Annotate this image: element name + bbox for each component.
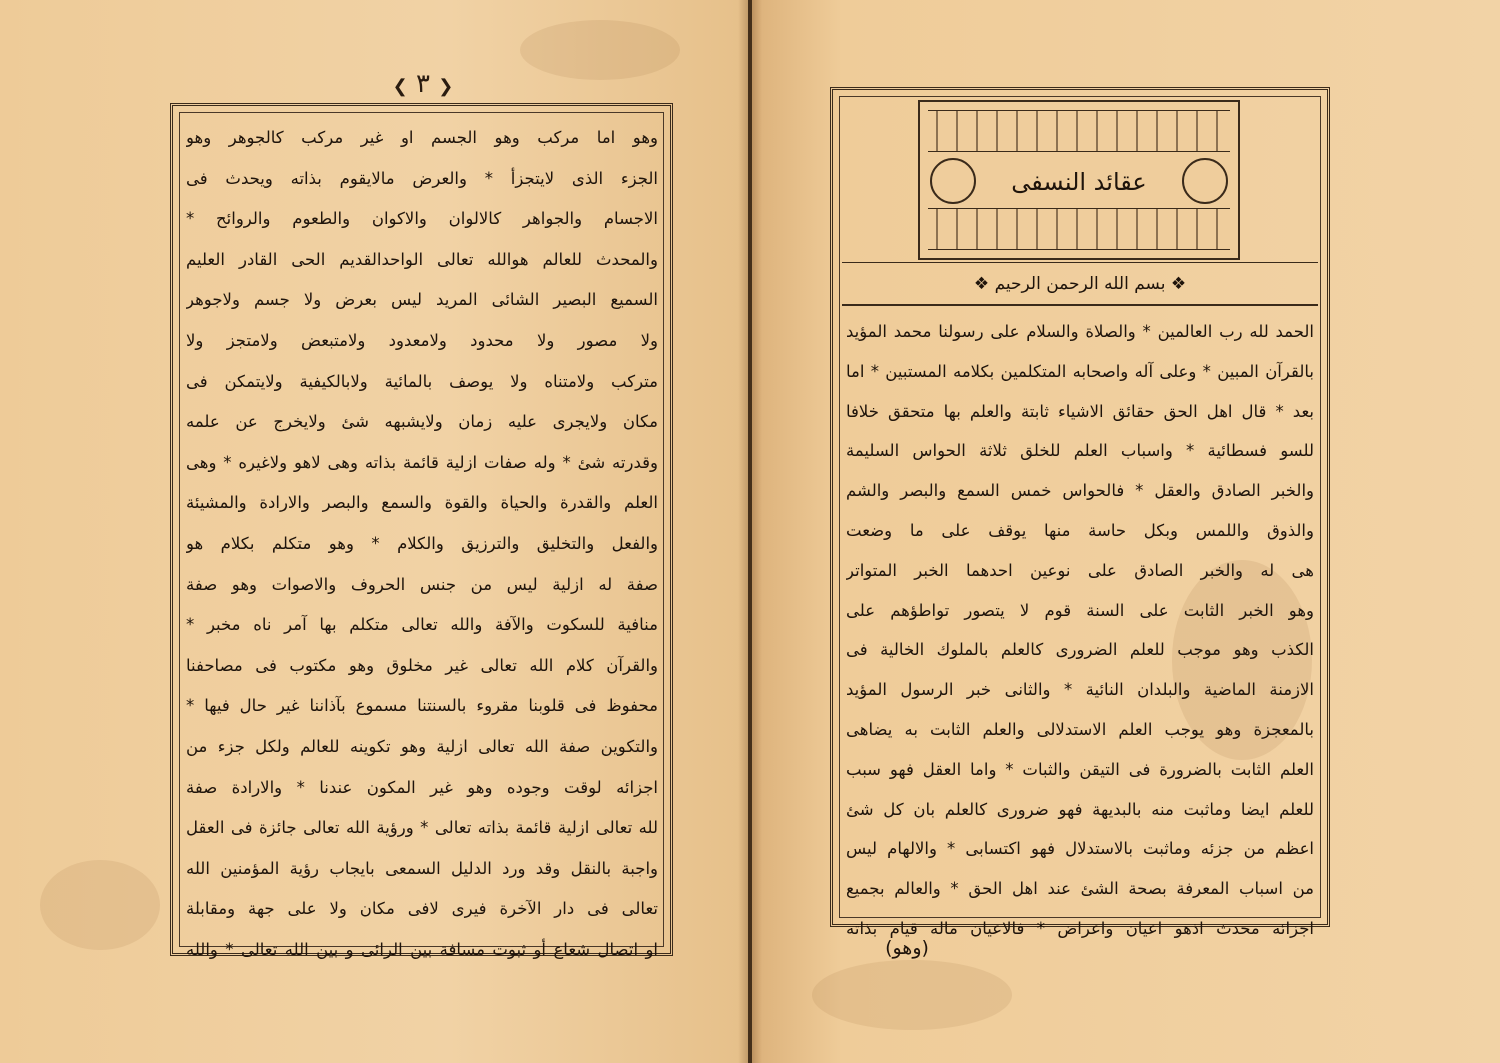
text-line: الكذب وهو موجب للعلم الضرورى كالعلم بالملوك الخالية فى	[846, 640, 1314, 660]
ornament-band-bottom	[928, 208, 1230, 250]
text-line: او اتصال شعاع أو ثبوت مسافة بين الرائى و بين الله تعالى * والله	[186, 939, 658, 959]
text-line: بعد * قال اهل الحق حقائق الاشياء ثابتة والعلم بها متحقق خلافا	[846, 401, 1314, 421]
text-line: منافية للسكوت والآفة والله تعالى متكلم بها آمر ناه مخبر *	[186, 615, 658, 635]
text-line: واجبة بالنقل وقد ورد الدليل السمعى بايجاب رؤية المؤمنين الله	[186, 858, 658, 878]
text-line: من اسباب المعرفة بصحة الشئ عند اهل الحق * والعالم بجميع	[846, 879, 1314, 899]
text-line: مكان ولايجرى عليه زمان ولايشبهه شئ ولايخرج عن علمه	[186, 412, 658, 432]
text-line: والمحدث للعالم هوالله تعالى الواحدالقديم الحى القادر العليم	[186, 249, 658, 269]
text-line: ولا مصور ولا محدود ولامعدود ولامتبعض ولامتجز ولا	[186, 330, 658, 350]
text-line: تعالى فى دار الآخرة فيرى لافى مكان ولا على جهة ومقابلة	[186, 899, 658, 919]
page-number	[388, 66, 458, 102]
paper-stain	[520, 20, 680, 80]
text-line: الازمنة الماضية والبلدان النائية * والثانى خبر الرسول المؤيد	[846, 680, 1314, 700]
basmala-text	[842, 263, 1318, 305]
ornament-right-icon: ❖	[973, 274, 995, 294]
text-line: والتكوين صفة الله تعالى ازلية وهو تكوينه للعالم ولكل جزء من	[186, 736, 658, 756]
text-line: العلم الثابت بالضرورة فى التيقن والثبات * واما العقل فهو سبب	[846, 759, 1314, 779]
text-line: والخبر الصادق والعقل * فالحواس خمس السمع والبصر والشم	[846, 481, 1314, 501]
text-line: محفوظ فى قلوبنا مقروء بالسنتنا مسموع بآذاننا غير حال فيها *	[186, 696, 658, 716]
text-line: والقرآن كلام الله تعالى غير مخلوق وهو مكتوب فى مصاحفنا	[186, 655, 658, 675]
ornament-right-icon: ❯	[438, 76, 454, 97]
ornament-left-icon: ❮	[392, 76, 408, 97]
right-page-text	[846, 312, 1314, 949]
text-line: هى له والخبر الصادق على نوعين احدهما الخبر المتواتر	[846, 560, 1314, 580]
text-line: بالمعجزة وهو يوجب العلم الاستدلالى والعلم الثابت به يضاهى	[846, 719, 1314, 739]
text-line: الحمد لله رب العالمين * والصلاة والسلام على رسولنا محمد المؤيد	[846, 322, 1314, 341]
text-line: اجزائه لوقت وجوده وهو غير المكون عندنا * والارادة صفة	[186, 777, 658, 797]
text-line: متركب ولامتناه ولا يوصف بالمائية ولابالكيفية ولايتمكن فى	[186, 371, 658, 391]
text-line: للعلم ايضا وماثبت منه بالبديهة فهو ضرورى كالعلم بان كل شئ	[846, 799, 1314, 819]
text-line: وقدرته شئ * وله صفات ازلية قائمة بذاته وهى لاهو ولاغيره * وهى	[186, 452, 658, 472]
book-title: عقائد النسفى	[1011, 168, 1147, 196]
text-line: صفة له ازلية ليس من جنس الحروف والاصوات وهو صفة	[186, 574, 658, 594]
text-line: السميع البصير الشائى المريد ليس بعرض ولا جسم ولاجوهر	[186, 290, 658, 310]
left-page-text	[186, 118, 658, 970]
catchword: (وهو)	[885, 937, 929, 959]
text-line: بالقرآن المبين * وعلى آله واصحابه المتكلمين بكلامه المستبين * اما	[846, 361, 1314, 381]
ornament-left-icon: ❖	[1165, 274, 1187, 294]
text-line: اعظم من جزئه وماثبت بالاستدلال فهو اكتسابى * والالهام ليس	[846, 839, 1314, 859]
paper-stain	[812, 960, 1012, 1030]
text-line: للسو فسطائية * واسباب العلم للخلق ثلاثة الحواس السليمة	[846, 441, 1314, 461]
text-line: الجزء الذى لايتجزأ * والعرض مالايقوم بذاته ويحدث فى	[186, 168, 658, 188]
book-gutter	[738, 0, 762, 1063]
basmala-value: بسم الله الرحمن الرحيم	[994, 274, 1166, 294]
text-line: اجزائه محدث اذهو اعيان واعراض * فالاعيان ماله قيام بذاته	[846, 918, 1314, 938]
text-line: وهو الخبر الثابت على السنة قوم لا يتصور تواطؤهم على	[846, 600, 1314, 620]
text-line: الاجسام والجواهر كالالوان والاكوان والطعوم والروائح *	[186, 209, 658, 229]
text-line: والذوق واللمس وبكل حاسة منها يوقف على ما وضعت	[846, 520, 1314, 540]
paper-stain	[40, 860, 160, 950]
title-ornament	[918, 100, 1240, 260]
text-line: العلم والقدرة والحياة والقوة والسمع والبصر والارادة والمشيئة	[186, 493, 658, 513]
page-number-value: ٣	[416, 69, 430, 99]
knot-ornament-icon	[930, 158, 976, 204]
ornament-band-top	[928, 110, 1230, 152]
text-line: وهو اما مركب وهو الجسم او غير مركب كالجوهر وهو	[186, 128, 658, 147]
text-line: لله تعالى ازلية قائمة بذاته تعالى * ورؤية الله تعالى جائزة فى العقل	[186, 818, 658, 838]
basmala-band	[842, 262, 1318, 306]
text-line: والفعل والتخليق والترزيق والكلام * وهو متكلم بكلام هو	[186, 533, 658, 553]
knot-ornament-icon	[1182, 158, 1228, 204]
